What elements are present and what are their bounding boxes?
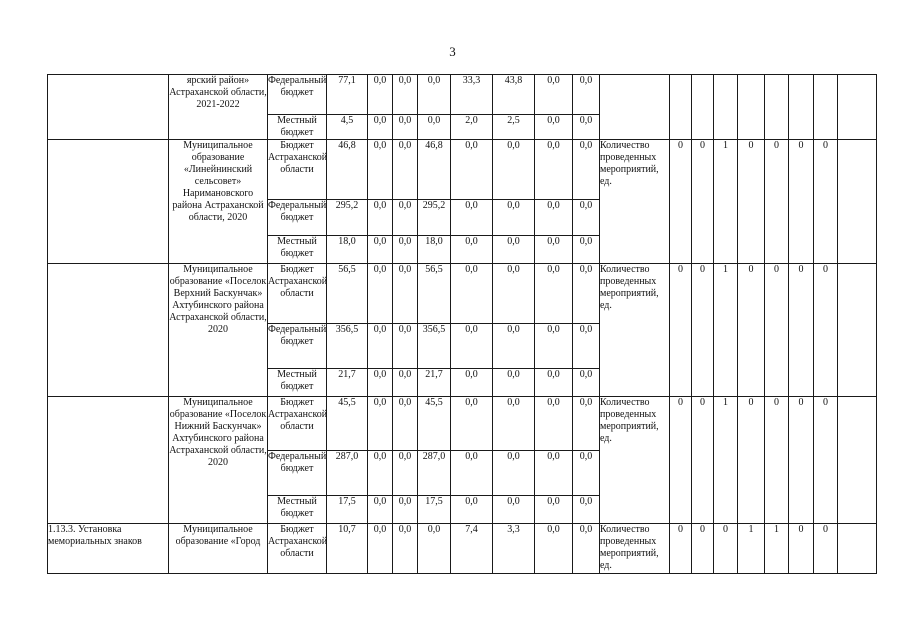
indicator-value-cell: 0 bbox=[670, 524, 692, 574]
amount-cell: 0,0 bbox=[393, 140, 418, 200]
amount-cell: 0,0 bbox=[451, 451, 493, 496]
amount-cell: 0,0 bbox=[535, 115, 573, 140]
funding-source-cell: Местный бюджет bbox=[268, 115, 327, 140]
amount-cell: 295,2 bbox=[418, 200, 451, 236]
indicator-value-cell: 0 bbox=[789, 140, 814, 264]
amount-cell: 0,0 bbox=[368, 140, 393, 200]
indicator-cell bbox=[600, 75, 670, 140]
amount-cell: 0,0 bbox=[535, 236, 573, 264]
amount-cell: 7,4 bbox=[451, 524, 493, 574]
indicator-cell: Количество проведенных мероприятий, ед. bbox=[600, 264, 670, 397]
indicator-value-cell bbox=[765, 75, 789, 140]
indicator-value-cell: 0 bbox=[692, 264, 714, 397]
indicator-cell: Количество проведенных мероприятий, ед. bbox=[600, 140, 670, 264]
measure-cell bbox=[48, 397, 169, 524]
amount-cell: 0,0 bbox=[451, 496, 493, 524]
amount-cell: 0,0 bbox=[493, 324, 535, 369]
indicator-value-cell: 0 bbox=[814, 524, 838, 574]
program-table bbox=[47, 74, 877, 574]
object-cell: Муниципальное образование «Поселок Верхний Баскунчак» Ахтубинского района Астраханской области, 2020 bbox=[169, 264, 268, 397]
amount-cell: 0,0 bbox=[451, 397, 493, 451]
amount-cell: 17,5 bbox=[327, 496, 368, 524]
amount-cell: 0,0 bbox=[393, 200, 418, 236]
object-cell: Муниципальное образование «Поселок Нижний Баскунчак» Ахтубинского района Астраханской области, 2020 bbox=[169, 397, 268, 524]
indicator-value-cell: 1 bbox=[765, 524, 789, 574]
funding-source-cell: Бюджет Астраханской области bbox=[268, 140, 327, 200]
amount-cell: 0,0 bbox=[393, 236, 418, 264]
indicator-value-cell bbox=[692, 75, 714, 140]
amount-cell: 0,0 bbox=[535, 264, 573, 324]
amount-cell: 0,0 bbox=[573, 397, 600, 451]
amount-cell: 2,5 bbox=[493, 115, 535, 140]
amount-cell: 0,0 bbox=[535, 524, 573, 574]
amount-cell: 0,0 bbox=[368, 369, 393, 397]
table-row bbox=[48, 264, 877, 324]
amount-cell: 0,0 bbox=[535, 324, 573, 369]
indicator-value-cell: 0 bbox=[670, 397, 692, 524]
funding-source-cell: Федеральный бюджет bbox=[268, 324, 327, 369]
indicator-value-cell bbox=[789, 75, 814, 140]
amount-cell: 0,0 bbox=[418, 75, 451, 115]
indicator-value-cell: 0 bbox=[765, 264, 789, 397]
amount-cell: 0,0 bbox=[451, 140, 493, 200]
amount-cell: 46,8 bbox=[418, 140, 451, 200]
amount-cell: 0,0 bbox=[368, 397, 393, 451]
amount-cell: 0,0 bbox=[368, 324, 393, 369]
amount-cell: 0,0 bbox=[573, 236, 600, 264]
object-cell: Муниципальное образование «Город bbox=[169, 524, 268, 574]
table-row bbox=[48, 524, 877, 574]
amount-cell: 56,5 bbox=[418, 264, 451, 324]
table-row bbox=[48, 75, 877, 115]
amount-cell: 3,3 bbox=[493, 524, 535, 574]
indicator-value-cell: 0 bbox=[738, 397, 765, 524]
funding-source-cell: Местный бюджет bbox=[268, 496, 327, 524]
amount-cell: 77,1 bbox=[327, 75, 368, 115]
amount-cell: 0,0 bbox=[493, 236, 535, 264]
amount-cell: 295,2 bbox=[327, 200, 368, 236]
amount-cell: 0,0 bbox=[451, 236, 493, 264]
amount-cell: 0,0 bbox=[393, 451, 418, 496]
indicator-value-cell bbox=[838, 524, 877, 574]
amount-cell: 0,0 bbox=[573, 75, 600, 115]
amount-cell: 0,0 bbox=[535, 496, 573, 524]
object-cell: ярский район» Астраханской области, 2021-2022 bbox=[169, 75, 268, 140]
indicator-value-cell: 0 bbox=[738, 264, 765, 397]
amount-cell: 0,0 bbox=[535, 140, 573, 200]
indicator-value-cell: 0 bbox=[670, 264, 692, 397]
amount-cell: 18,0 bbox=[327, 236, 368, 264]
indicator-value-cell: 0 bbox=[714, 524, 738, 574]
amount-cell: 0,0 bbox=[573, 324, 600, 369]
indicator-value-cell bbox=[670, 75, 692, 140]
indicator-value-cell: 0 bbox=[692, 524, 714, 574]
amount-cell: 0,0 bbox=[368, 236, 393, 264]
measure-cell bbox=[48, 264, 169, 397]
amount-cell: 21,7 bbox=[327, 369, 368, 397]
amount-cell: 0,0 bbox=[573, 200, 600, 236]
amount-cell: 0,0 bbox=[393, 524, 418, 574]
amount-cell: 0,0 bbox=[535, 451, 573, 496]
amount-cell: 0,0 bbox=[493, 369, 535, 397]
page-number: 3 bbox=[449, 44, 456, 59]
measure-cell bbox=[48, 75, 169, 140]
object-cell: Муниципальное образование «Линейнинский сельсовет» Наримановского района Астраханской области, 2020 bbox=[169, 140, 268, 264]
indicator-value-cell: 0 bbox=[670, 140, 692, 264]
measure-cell: 1.13.3. Установка мемориальных знаков bbox=[48, 524, 169, 574]
amount-cell: 0,0 bbox=[573, 115, 600, 140]
amount-cell: 0,0 bbox=[368, 496, 393, 524]
amount-cell: 0,0 bbox=[451, 324, 493, 369]
indicator-value-cell bbox=[838, 140, 877, 264]
indicator-value-cell: 0 bbox=[765, 397, 789, 524]
amount-cell: 43,8 bbox=[493, 75, 535, 115]
indicator-cell: Количество проведенных мероприятий, ед. bbox=[600, 397, 670, 524]
indicator-value-cell bbox=[838, 397, 877, 524]
amount-cell: 356,5 bbox=[418, 324, 451, 369]
indicator-value-cell: 1 bbox=[714, 264, 738, 397]
table-row bbox=[48, 397, 877, 451]
amount-cell: 0,0 bbox=[573, 369, 600, 397]
amount-cell: 0,0 bbox=[418, 524, 451, 574]
amount-cell: 0,0 bbox=[535, 200, 573, 236]
amount-cell: 0,0 bbox=[368, 524, 393, 574]
amount-cell: 0,0 bbox=[535, 397, 573, 451]
funding-source-cell: Федеральный бюджет bbox=[268, 451, 327, 496]
indicator-value-cell: 0 bbox=[789, 264, 814, 397]
indicator-value-cell: 0 bbox=[738, 140, 765, 264]
indicator-value-cell: 1 bbox=[738, 524, 765, 574]
amount-cell: 0,0 bbox=[493, 140, 535, 200]
indicator-value-cell: 1 bbox=[714, 140, 738, 264]
amount-cell: 17,5 bbox=[418, 496, 451, 524]
amount-cell: 0,0 bbox=[451, 369, 493, 397]
amount-cell: 287,0 bbox=[418, 451, 451, 496]
funding-source-cell: Федеральный бюджет bbox=[268, 75, 327, 115]
amount-cell: 0,0 bbox=[393, 496, 418, 524]
amount-cell: 0,0 bbox=[573, 140, 600, 200]
indicator-value-cell: 1 bbox=[714, 397, 738, 524]
amount-cell: 0,0 bbox=[493, 200, 535, 236]
amount-cell: 0,0 bbox=[451, 264, 493, 324]
funding-source-cell: Федеральный бюджет bbox=[268, 200, 327, 236]
amount-cell: 0,0 bbox=[573, 524, 600, 574]
indicator-value-cell: 0 bbox=[814, 397, 838, 524]
amount-cell: 21,7 bbox=[418, 369, 451, 397]
indicator-value-cell: 0 bbox=[814, 264, 838, 397]
amount-cell: 0,0 bbox=[451, 200, 493, 236]
amount-cell: 0,0 bbox=[535, 369, 573, 397]
amount-cell: 0,0 bbox=[393, 264, 418, 324]
amount-cell: 4,5 bbox=[327, 115, 368, 140]
amount-cell: 287,0 bbox=[327, 451, 368, 496]
amount-cell: 45,5 bbox=[327, 397, 368, 451]
indicator-value-cell: 0 bbox=[765, 140, 789, 264]
measure-cell bbox=[48, 140, 169, 264]
indicator-value-cell: 0 bbox=[814, 140, 838, 264]
indicator-value-cell bbox=[714, 75, 738, 140]
funding-source-cell: Местный бюджет bbox=[268, 236, 327, 264]
amount-cell: 18,0 bbox=[418, 236, 451, 264]
funding-source-cell: Бюджет Астраханской области bbox=[268, 264, 327, 324]
amount-cell: 0,0 bbox=[368, 115, 393, 140]
amount-cell: 0,0 bbox=[393, 75, 418, 115]
amount-cell: 0,0 bbox=[368, 451, 393, 496]
indicator-value-cell: 0 bbox=[692, 397, 714, 524]
amount-cell: 356,5 bbox=[327, 324, 368, 369]
table-row bbox=[48, 140, 877, 200]
amount-cell: 0,0 bbox=[393, 115, 418, 140]
funding-source-cell: Бюджет Астраханской области bbox=[268, 524, 327, 574]
amount-cell: 0,0 bbox=[493, 264, 535, 324]
funding-source-cell: Местный бюджет bbox=[268, 369, 327, 397]
amount-cell: 0,0 bbox=[535, 75, 573, 115]
amount-cell: 0,0 bbox=[393, 324, 418, 369]
amount-cell: 45,5 bbox=[418, 397, 451, 451]
amount-cell: 0,0 bbox=[368, 200, 393, 236]
indicator-value-cell bbox=[838, 75, 877, 140]
indicator-value-cell bbox=[838, 264, 877, 397]
amount-cell: 0,0 bbox=[493, 397, 535, 451]
amount-cell: 0,0 bbox=[573, 451, 600, 496]
amount-cell: 0,0 bbox=[418, 115, 451, 140]
amount-cell: 46,8 bbox=[327, 140, 368, 200]
amount-cell: 0,0 bbox=[368, 75, 393, 115]
amount-cell: 0,0 bbox=[368, 264, 393, 324]
indicator-value-cell: 0 bbox=[789, 524, 814, 574]
amount-cell: 0,0 bbox=[393, 369, 418, 397]
amount-cell: 10,7 bbox=[327, 524, 368, 574]
amount-cell: 0,0 bbox=[493, 451, 535, 496]
amount-cell: 56,5 bbox=[327, 264, 368, 324]
indicator-value-cell bbox=[738, 75, 765, 140]
indicator-value-cell: 0 bbox=[692, 140, 714, 264]
indicator-cell: Количество проведенных мероприятий, ед. bbox=[600, 524, 670, 574]
indicator-value-cell bbox=[814, 75, 838, 140]
amount-cell: 0,0 bbox=[493, 496, 535, 524]
funding-source-cell: Бюджет Астраханской области bbox=[268, 397, 327, 451]
amount-cell: 33,3 bbox=[451, 75, 493, 115]
amount-cell: 0,0 bbox=[573, 264, 600, 324]
amount-cell: 2,0 bbox=[451, 115, 493, 140]
indicator-value-cell: 0 bbox=[789, 397, 814, 524]
amount-cell: 0,0 bbox=[573, 496, 600, 524]
amount-cell: 0,0 bbox=[393, 397, 418, 451]
